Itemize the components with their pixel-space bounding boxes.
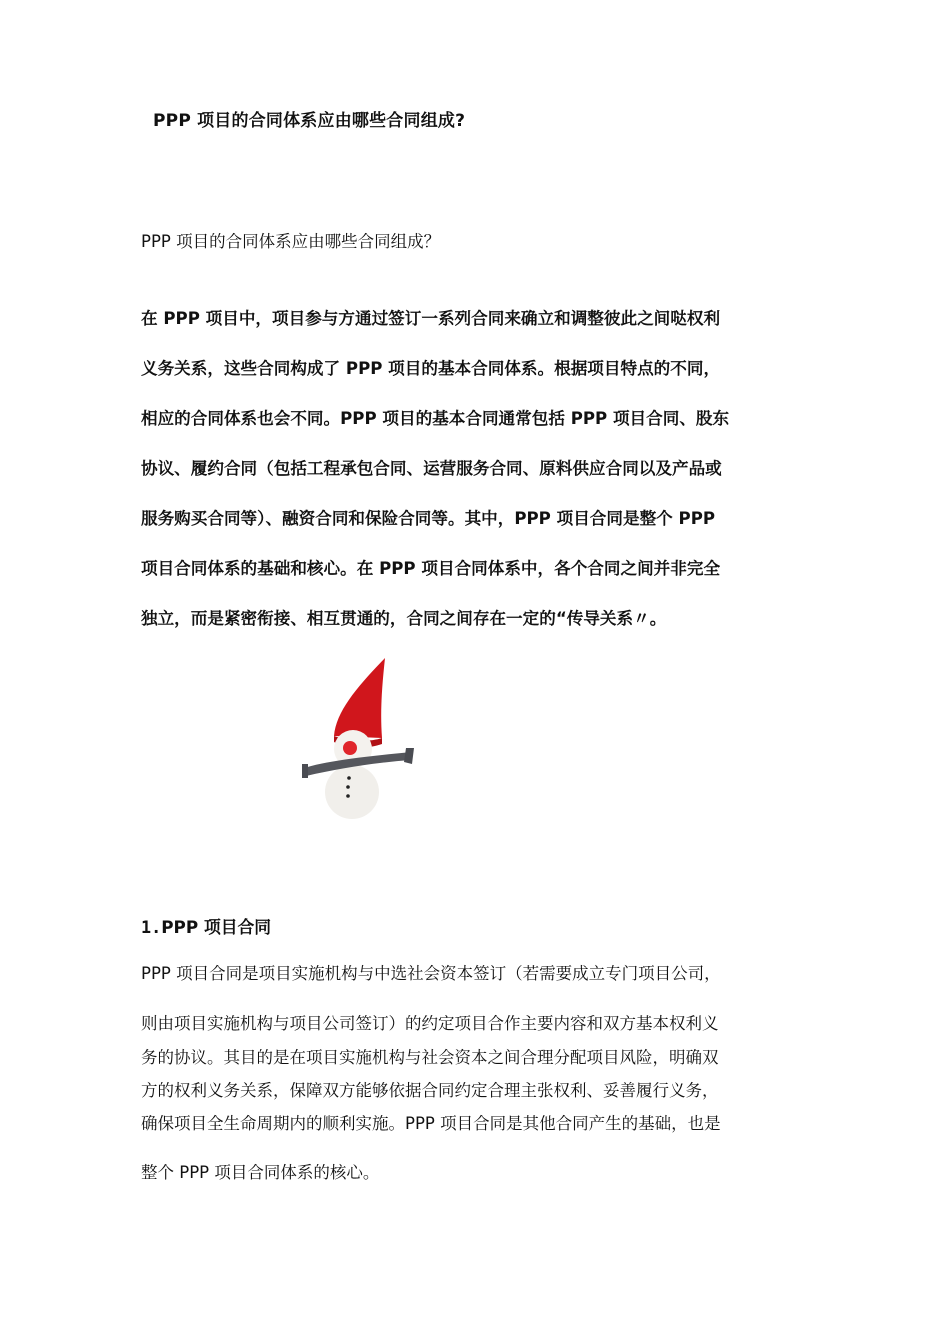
intro-line: 项目合同体系的基础和核心。在 PPP 项目合同体系中，各个合同之间并非完全 bbox=[141, 559, 721, 578]
snowman-with-red-hat-icon bbox=[300, 656, 418, 820]
section-number: 1. bbox=[141, 917, 162, 937]
intro-line: 在 PPP 项目中，项目参与方通过签订一系列合同来确立和调整彼此之间哒权利 bbox=[141, 309, 721, 328]
section-heading-text: PPP 项目合同 bbox=[161, 917, 272, 937]
intro-line: 独立，而是紧密衔接、相互贯通的，合同之间存在一定的“传导关系〃。 bbox=[141, 609, 667, 628]
body-line: 确保项目全生命周期内的顺利实施。PPP 项目合同是其他合同产生的基础，也是 bbox=[141, 1114, 721, 1133]
intro-line: 协议、履约合同（包括工程承包合同、运营服务合同、原料供应合同以及产品或 bbox=[141, 459, 722, 478]
body-line: 整个 PPP 项目合同体系的核心。 bbox=[141, 1163, 380, 1182]
document-title: PPP 项目的合同体系应由哪些合同组成? bbox=[153, 111, 466, 131]
intro-line: 义务关系，这些合同构成了 PPP 项目的基本合同体系。根据项目特点的不同， bbox=[141, 359, 721, 378]
body-line: 方的权利义务关系，保障双方能够依据合同约定合理主张权利、妥善履行义务， bbox=[141, 1081, 719, 1100]
document-subtitle: PPP 项目的合同体系应由哪些合同组成？ bbox=[141, 232, 441, 251]
intro-line: 相应的合同体系也会不同。PPP 项目的基本合同通常包括 PPP 项目合同、股东 bbox=[141, 409, 730, 428]
intro-line: 服务购买合同等）、融资合同和保险合同等。其中，PPP 项目合同是整个 PPP bbox=[141, 509, 716, 528]
body-line: PPP 项目合同是项目实施机构与中选社会资本签订（若需要成立专门项目公司， bbox=[141, 964, 721, 983]
body-line: 务的协议。其目的是在项目实施机构与社会资本之间合理分配项目风险，明确双 bbox=[141, 1048, 719, 1067]
body-line: 则由项目实施机构与项目公司签订）的约定项目合作主要内容和双方基本权利义 bbox=[141, 1014, 719, 1033]
section-heading bbox=[141, 914, 271, 938]
